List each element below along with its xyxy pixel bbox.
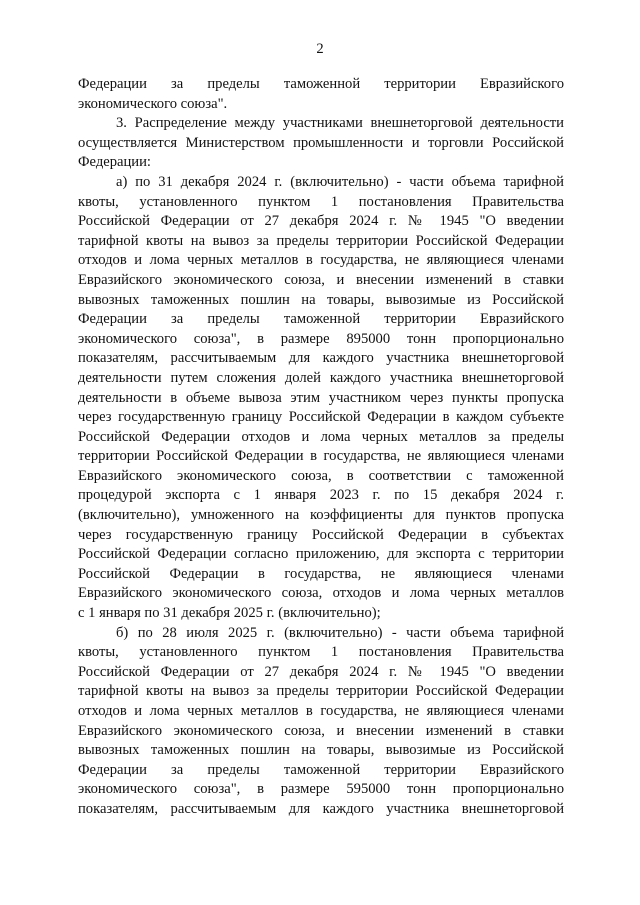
text-line: вывозных таможенных пошлин на товары, вывозимые из Российской (78, 291, 564, 308)
paragraph-item-3 (78, 114, 564, 173)
text-line: отходов и лома черных металлов в государства, не являющиеся членами (78, 703, 564, 719)
text-line: Федерации за пределы таможенной территории Евразийского (78, 761, 564, 778)
text-line: с 1 января по 31 декабря 2025 г. (включительно); (78, 605, 381, 622)
text-line: отходов и лома черных металлов в государства, не являющиеся членами (78, 252, 564, 269)
text-line: экономического союза", в размере 595000 тонн пропорционально (78, 781, 564, 798)
text-line: (включительно), умноженного на коэффициенты для пунктов пропуска (78, 507, 564, 524)
text-line: а) по 31 декабря 2024 г. (включительно) - части объема тарифной (116, 173, 564, 190)
text-line: Российской Федерации от 27 декабря 2024 г. № 1945 "О введении (78, 213, 564, 230)
page-number: 2 (316, 41, 324, 57)
text-line: б) по 28 июля 2025 г. (включительно) - части объема тарифной (116, 624, 564, 641)
text-line: Российской Федерации отходов и лома черных металлов за пределы (78, 428, 564, 445)
text-line: осуществляется Министерством промышленности и торговли Российской (78, 134, 564, 151)
text-line: деятельности путем сложения долей каждого участника внешнеторговой (78, 369, 564, 386)
text-line: процедурой экспорта с 1 января 2023 г. по 15 декабря 2024 г. (78, 487, 564, 504)
paragraph-subitem-b (78, 624, 564, 820)
text-line: через государственную границу Российской Федерации в каждом субъекте (78, 409, 564, 426)
text-line: Российской Федерации согласно приложению, для экспорта с территории (78, 546, 564, 563)
text-line: экономического союза", в размере 895000 тонн пропорционально (78, 330, 564, 347)
text-line: квоты, установленного пунктом 1 постановления Правительства (78, 193, 564, 210)
text-line: Федерации за пределы таможенной территории Евразийского (78, 311, 564, 328)
text-line: Российской Федерации в государства, не являющиеся членами (78, 565, 564, 582)
text-line: через государственную границу Российской Федерации в субъектах (78, 526, 564, 543)
text-line: тарифной квоты на вывоз за пределы территории Российской Федерации (78, 232, 564, 249)
text-line: территории Российской Федерации в государства, не являющиеся членами (78, 448, 564, 465)
document-body (78, 75, 564, 820)
text-line: Федерации за пределы таможенной территории Евразийского (78, 76, 564, 92)
text-line: показателям, рассчитываемым для каждого участника внешнеторговой (78, 350, 564, 367)
text-line: Федерации: (78, 154, 151, 171)
text-line: Евразийского экономического союза, в соответствии с таможенной (78, 467, 564, 484)
text-line: показателям, рассчитываемым для каждого участника внешнеторговой (78, 800, 564, 817)
text-line: вывозных таможенных пошлин на товары, вывозимые из Российской (78, 742, 564, 759)
text-line: 3. Распределение между участниками внешнеторговой деятельности (116, 115, 564, 132)
text-line: Российской Федерации от 27 декабря 2024 г. № 1945 "О введении (78, 663, 564, 680)
text-line: Евразийского экономического союза, и внесении изменений в ставки (78, 271, 564, 288)
text-line: экономического союза". (78, 95, 228, 112)
text-line: квоты, установленного пунктом 1 постановления Правительства (78, 644, 564, 661)
text-line: деятельности в объеме вывоза этим участником через пункты пропуска (78, 389, 564, 406)
text-line: Евразийского экономического союза, отходов и лома черных металлов (78, 585, 564, 602)
paragraph-subitem-a (78, 173, 564, 624)
text-line: Евразийского экономического союза, и внесении изменений в ставки (78, 722, 564, 739)
paragraph-continuation (78, 75, 564, 114)
text-line: тарифной квоты на вывоз за пределы территории Российской Федерации (78, 683, 564, 700)
